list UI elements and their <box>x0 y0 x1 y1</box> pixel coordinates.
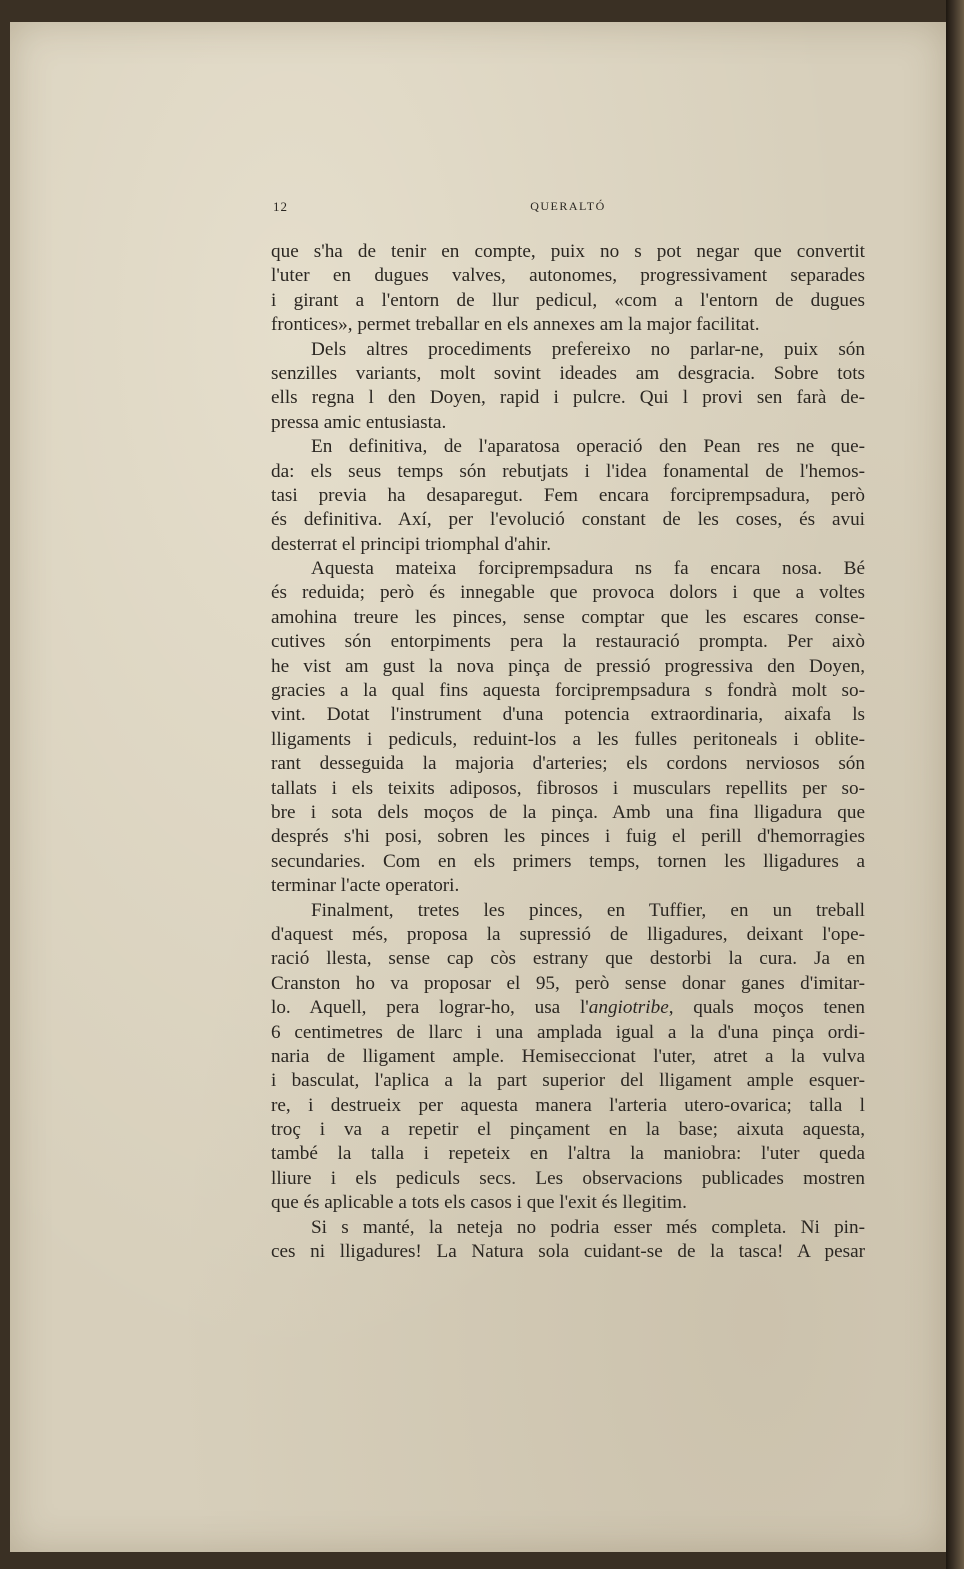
text-line: En definitiva, de l'aparatosa operació den Pean res ne que- <box>311 436 865 458</box>
text-line: que s'ha de tenir en compte, puix no s pot negar que convertit <box>271 241 865 262</box>
text-line: gracies a la qual fins aquesta forciprempsadura s fondrà molt so- <box>271 680 865 702</box>
text-line: lo. Aquell, pera lograr-ho, usa l'angiotribe, quals moços tenen <box>271 997 865 1019</box>
text-line: i basculat, l'aplica a la part superior del lligament ample esquer- <box>271 1070 865 1092</box>
text-line: pressa amic entusiasta. <box>271 411 447 433</box>
text-line: rant desseguida la majoria d'arteries; els cordons nerviosos són <box>271 753 865 775</box>
text-line: lliure i els pediculs secs. Les observacions publicades mostren <box>271 1167 865 1189</box>
page-number: 12 <box>273 199 288 214</box>
text-line: és reduida; però és innegable que provoca dolors i que a voltes <box>271 582 865 604</box>
running-title: QUERALTÓ <box>530 199 606 213</box>
text-line: l'uter en dugues valves, autonomes, progressivament separades <box>271 265 865 287</box>
text-line: que és aplicable a tots els casos i que l'exit és llegitim. <box>271 1192 687 1214</box>
text-line: da: els seus temps són rebutjats i l'idea fonamental de l'hemos- <box>271 460 865 482</box>
text-line: després s'hi posi, sobren les pinces i fuig el perill d'hemorragies <box>271 826 865 848</box>
text-line: senzilles variants, molt sovint ideades am desgracia. Sobre tots <box>271 362 865 384</box>
text-line: 6 centimetres de llarc i una amplada igual a la d'una pinça ordi- <box>271 1021 865 1043</box>
text-line: i girant a l'entorn de llur pedicul, «com a l'entorn de dugues <box>271 289 865 311</box>
text-line: ces ni lligadures! La Natura sola cuidant-se de la tasca! A pesar <box>271 1241 865 1263</box>
text-line: secundaries. Com en els primers temps, tornen les lligadures a <box>271 850 865 872</box>
text-line: naria de lligament ample. Hemiseccionat l'uter, atret a la vulva <box>271 1045 865 1067</box>
next-page-edge <box>946 0 964 1569</box>
text-line: re, i destrueix per aquesta manera l'arteria utero-ovarica; talla l <box>271 1094 865 1116</box>
text-line: cutives són entorpiments pera la restauració prompta. Per això <box>271 631 865 653</box>
text-line: també la talla i repeteix en l'altra la maniobra: l'uter queda <box>271 1143 865 1165</box>
text-line: troç i va a repetir el pinçament en la base; aixuta aquesta, <box>271 1119 865 1141</box>
page-header <box>271 199 865 219</box>
text-line: vint. Dotat l'instrument d'una potencia extraordinaria, aixafa ls <box>271 704 865 726</box>
body-text <box>271 240 865 1264</box>
text-line: tallats i els teixits adiposos, fibrosos i musculars repellits per so- <box>271 777 865 799</box>
text-line: ració llesta, sense cap còs estrany que destorbi la cura. Ja en <box>271 948 865 970</box>
text-line: Aquesta mateixa forciprempsadura ns fa encara nosa. Bé <box>311 558 865 580</box>
text-line: desterrat el principi triomphal d'ahir. <box>271 533 551 555</box>
text-line: és definitiva. Axí, per l'evolució constant de les coses, és avui <box>271 509 865 531</box>
text-line: amohina treure les pinces, sense comptar que les escares conse- <box>271 606 865 628</box>
text-line: tasi previa ha desaparegut. Fem encara forciprempsadura, però <box>271 484 865 506</box>
text-line: he vist am gust la nova pinça de pressió progressiva den Doyen, <box>271 655 865 677</box>
text-line: Si s manté, la neteja no podria esser més completa. Ni pin- <box>311 1216 865 1238</box>
text-line: d'aquest més, proposa la supressió de lligadures, deixant l'ope- <box>271 923 865 945</box>
text-line: bre i sota dels moços de la pinça. Amb una fina lligadura que <box>271 801 865 823</box>
text-line: frontices», permet treballar en els annexes am la major facilitat. <box>271 314 760 336</box>
text-line: Finalment, tretes les pinces, en Tuffier, en un treball <box>311 899 865 921</box>
text-line: ells regna l den Doyen, rapid i pulcre. Qui l provi sen farà de- <box>271 387 865 409</box>
text-line: Cranston ho va proposar el 95, però sense donar ganes d'imitar- <box>271 972 865 994</box>
text-line: Dels altres procediments prefereixo no parlar-ne, puix són <box>311 338 865 360</box>
text-line: lligaments i pediculs, reduint-los a les fulles peritoneals i oblite- <box>271 728 865 750</box>
text-line: terminar l'acte operatori. <box>271 875 460 897</box>
